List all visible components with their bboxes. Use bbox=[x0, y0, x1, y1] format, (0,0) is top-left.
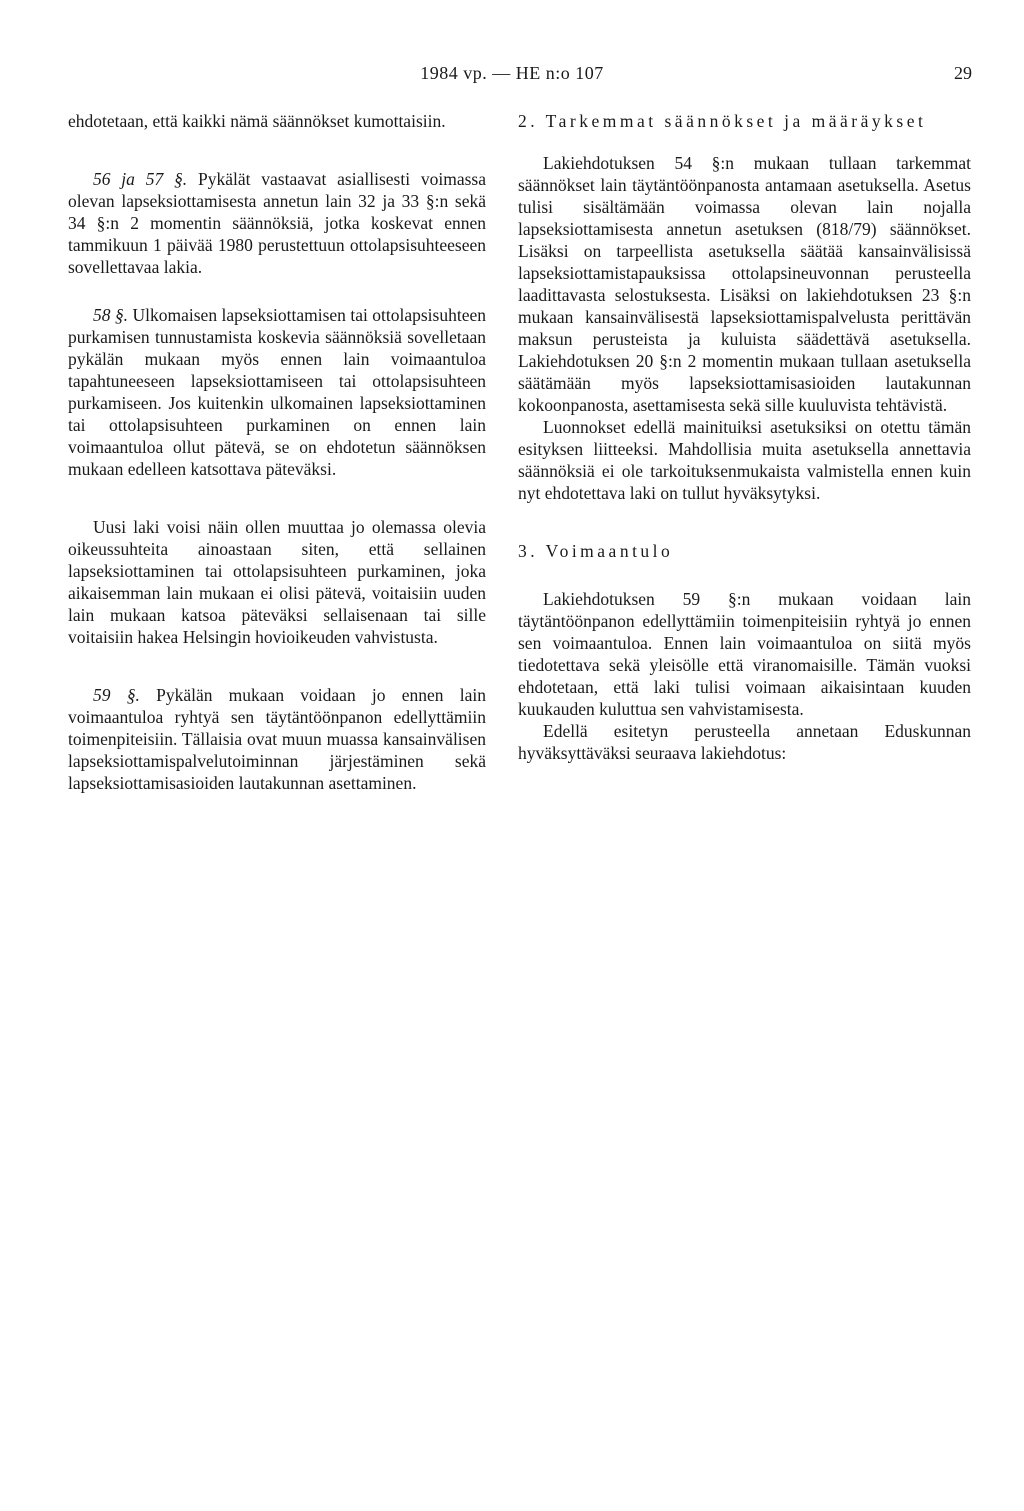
paragraph-text: Pykälät vastaavat asiallisesti voimassa olevan lapseksiottamisesta annetun lain 32 ja 33 §:n sekä 34 §:n 2 momentin säännöksiä, jotka koskevat ennen tammikuun 1 päivää 1980 perustettuun ottolapsisuhteeseen sovellettavaa lakia. bbox=[68, 169, 486, 277]
paragraph-56-57 bbox=[68, 168, 486, 278]
section-ref: 56 ja 57 §. bbox=[93, 169, 188, 189]
left-column bbox=[68, 110, 486, 794]
paragraph-59 bbox=[68, 684, 486, 794]
paragraph-new-law: Uusi laki voisi näin ollen muuttaa jo olemassa olevia oikeussuhteita ainoastaan siten, että sellainen lapseksiottaminen tai ottolapsisuhteen purkaminen, joka aikaisemman lain mukaan ei olisi pätevä, voitaisiin uuden lain mukaan katsoa päteväksi sellaisenaan tai sille voitaisiin hakea Helsingin hovioikeuden vahvistusta. bbox=[68, 517, 486, 647]
right-column bbox=[518, 110, 971, 764]
section-heading-2: 2. Tarkemmat säännökset ja määräykset bbox=[518, 111, 927, 131]
section-heading-3: 3. Voimaantulo bbox=[518, 541, 674, 561]
section-ref: 59 §. bbox=[93, 685, 140, 705]
page-number: 29 bbox=[954, 63, 972, 83]
paragraph-continuation: ehdotetaan, että kaikki nämä säännökset kumottaisiin. bbox=[68, 111, 446, 131]
paragraph-text: Pykälän mukaan voidaan jo ennen lain voimaantuloa ryhtyä sen täytäntöönpanon edellyttämiin toimenpiteisiin. Tällaisia ovat muun muassa kansainvälisen lapseksiottamispalvelutoiminnan järjestäminen sekä lapseksiottamisasioiden lautakunnan asettaminen. bbox=[68, 685, 487, 793]
paragraph-text: Ulkomaisen lapseksiottamisen tai ottolapsisuhteen purkamisen tunnustamista koskevia säännöksiä sovelletaan pykälän mukaan myös ennen lain voimaantuloa tapahtuneeseen lapseksiottamiseen tai ottolapsisuhteen purkamiseen. Jos kuitenkin ulkomainen lapseksiottaminen tai ottolapsisuhteen purkaminen on ennen lain voimaantuloa ollut pätevä, se on ehdotetun säännöksen mukaan edelleen katsottava päteväksi. bbox=[68, 305, 487, 479]
paragraph-58 bbox=[68, 304, 486, 480]
paragraph-proposal: Edellä esitetyn perusteella annetaan Eduskunnan hyväksyttäväksi seuraava lakiehdotus: bbox=[518, 721, 971, 763]
page-header bbox=[0, 62, 1024, 88]
paragraph-regulations: Lakiehdotuksen 54 §:n mukaan tullaan tarkemmat säännökset lain täytäntöönpanosta antamaan asetuksella. Asetus tulisi sisältämään voimassa olevan lain nojalla lapseksiottamisesta annetun asetuksen (818/79) säännökset. Lisäksi on tarpeellista asetuksella säätää kansainvälisissä lapseksiottamistapauksissa ottolapsineuvonnan perusteella laadittavasta selostuksesta. Lisäksi on lakiehdotuksen 23 §:n mukaan kansainvälisestä lapseksiottamispalvelusta perittävän maksun perusteista ja kuluista säädettävä asetuksella. Lakiehdotuksen 20 §:n 2 momentin mukaan tullaan asetuksella säätämään myös lapseksiottamisasioiden lautakunnan kokoonpanosta, asettamisesta sekä sille kuuluvista tehtävistä. bbox=[518, 153, 971, 415]
section-ref: 58 §. bbox=[93, 305, 129, 325]
paragraph-entry-into-force: Lakiehdotuksen 59 §:n mukaan voidaan lain täytäntöönpanon edellyttämiin toimenpiteisiin ryhtyä jo ennen sen voimaantuloa. Ennen lain voimaantuloa on siitä myös tiedotettava sekä yleisölle että viranomaisille. Tämän vuoksi ehdotetaan, että laki tulisi voimaan aikaisintaan kuuden kuukauden kuluttua sen vahvistamisesta. bbox=[518, 589, 971, 719]
paragraph-drafts: Luonnokset edellä mainituiksi asetuksiksi on otettu tämän esityksen liitteeksi. Mahdollisia muita asetuksella annettavia säännöksiä ei ole tarkoituksenmukaista valmistella ennen kuin nyt ehdotettava laki on tullut hyväksytyksi. bbox=[518, 417, 971, 503]
header-title: 1984 vp. — HE n:o 107 bbox=[420, 63, 604, 83]
